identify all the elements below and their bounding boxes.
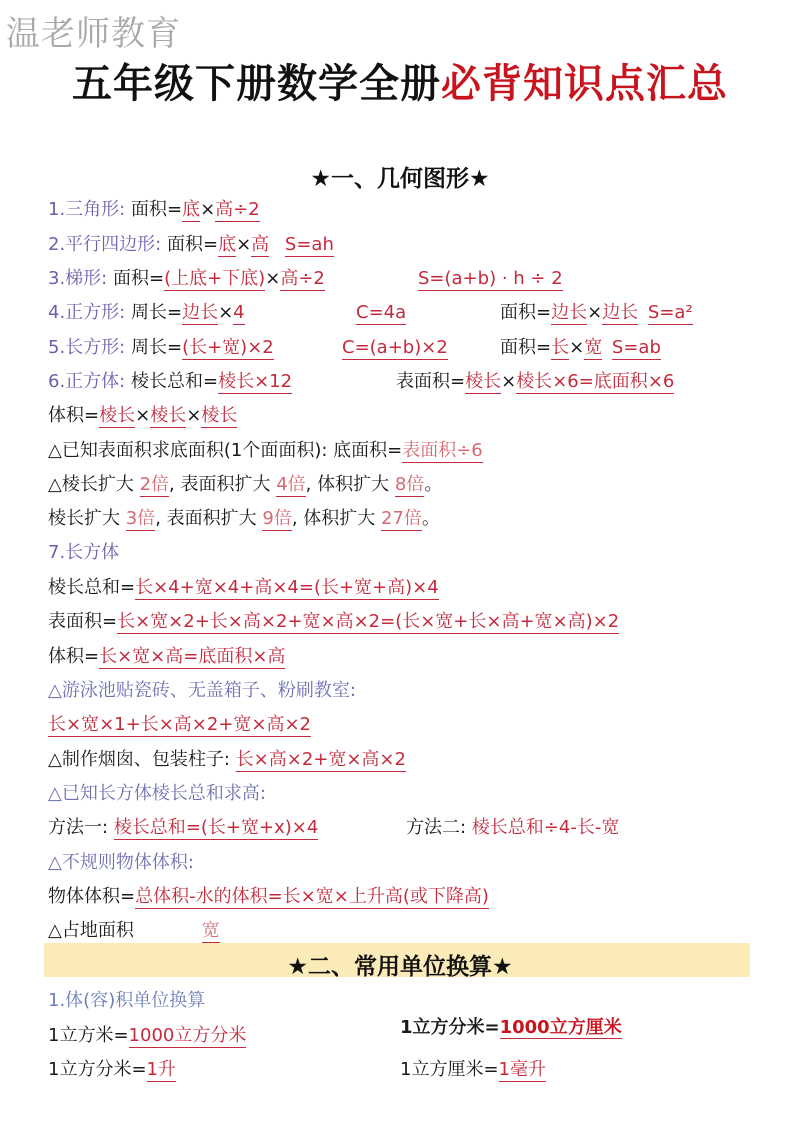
line-land-area: [48, 917, 220, 945]
label: 方法二:: [406, 817, 467, 838]
answer: 棱长: [218, 371, 255, 392]
answer: 9倍: [262, 508, 292, 529]
operator: ×: [186, 405, 202, 426]
label: 表面积=: [48, 611, 118, 632]
label: 1立方分米=: [48, 1059, 147, 1080]
label: 1立方分米=: [400, 1017, 500, 1038]
formula-trapezoid: [418, 265, 563, 293]
answer: ÷2: [298, 268, 325, 289]
item-number: 2.平行四边形:: [48, 234, 162, 255]
text: 。: [424, 474, 443, 495]
formula: C=(a+b)×2: [342, 337, 448, 358]
text: , 表面积扩大: [169, 474, 271, 495]
answer: 1毫升: [498, 1059, 546, 1080]
line-cuboid-heading: [48, 539, 119, 567]
line-method-2: [406, 814, 619, 842]
line-cuboid-volume: [48, 643, 285, 671]
label: 体积=: [48, 405, 100, 426]
answer: 棱长: [465, 371, 502, 392]
label: 棱长总和=: [48, 577, 136, 598]
label: 周长=: [130, 302, 183, 323]
label: △制作烟囱、包装柱子:: [48, 749, 230, 770]
note: △不规则物体体积:: [48, 852, 194, 873]
line-parallelogram: [48, 231, 334, 259]
line-chimney: [48, 746, 406, 774]
line-rectangle: [48, 334, 274, 362]
page-title: [0, 52, 800, 109]
operator: ×: [218, 302, 234, 323]
answer: 1000立方厘米: [499, 1017, 622, 1038]
answer: 1000立方分米: [128, 1025, 247, 1046]
label: 1立方厘米=: [400, 1059, 499, 1080]
title-red: 必背知识点汇总: [441, 61, 728, 107]
line-open-box-formula: [48, 711, 311, 739]
answer: 底: [218, 234, 237, 255]
answer: 总体积-水的体积=长×宽×上升高(或下降高): [135, 886, 489, 907]
line-cuboid-surface: [48, 608, 619, 636]
formula: S=ah: [284, 234, 334, 255]
answer: 表面积: [402, 440, 457, 461]
answer: 棱长: [150, 405, 187, 426]
line-cube-volume: [48, 402, 237, 430]
text: △棱长扩大: [48, 474, 134, 495]
line-scale-2: [48, 471, 442, 499]
operator: ×: [587, 302, 603, 323]
operator: ×: [501, 371, 517, 392]
answer: 长×宽×1+长×高×2+宽×高×2: [48, 714, 312, 735]
formula: C=4a: [356, 302, 407, 323]
answer: 长×宽×高=底面积×高: [99, 646, 286, 667]
label: △占地面积: [48, 920, 134, 941]
rectangle-area: [500, 334, 661, 362]
answer: 高: [280, 268, 299, 289]
line-base-area: [48, 437, 483, 465]
answer: (长+宽): [182, 337, 248, 358]
answer: 长×宽×2+长×高×2+宽×高×2=(长×宽+长×高+宽×高)×2: [117, 611, 620, 632]
note: △已知长方体棱长总和求高:: [48, 783, 266, 804]
operator: ×: [200, 199, 216, 220]
answer: 边长: [182, 302, 219, 323]
answer: ×12: [254, 371, 293, 392]
answer: 宽: [201, 920, 220, 941]
answer: 高: [215, 199, 234, 220]
title-black: 五年级下册数学全册: [72, 61, 441, 107]
line-cube: [48, 368, 292, 396]
line-units-2: [400, 1014, 622, 1042]
text: 。: [421, 508, 440, 529]
answer: 长: [551, 337, 570, 358]
cube-surface-area: [396, 368, 674, 396]
item-number: 1.体(容)积单位换算: [48, 990, 206, 1011]
operator: ×: [135, 405, 151, 426]
formula-square-perimeter: [356, 299, 406, 327]
line-square: [48, 299, 245, 327]
line-units-4: [400, 1056, 546, 1084]
answer: ×6=底面积: [552, 371, 648, 392]
answer: 8倍: [394, 474, 425, 495]
watermark: 温老师教育: [6, 14, 181, 54]
label: 面积=: [130, 199, 183, 220]
section-heading-geometry: ★一、几何图形★: [310, 166, 490, 192]
line-irregular-note: [48, 849, 194, 877]
answer: 棱长总和÷4-长-宽: [471, 817, 620, 838]
answer: 1升: [146, 1059, 176, 1080]
answer: 4倍: [276, 474, 306, 495]
label: 面积=: [500, 302, 552, 323]
line-method-1: [48, 814, 318, 842]
label: 面积=: [166, 234, 219, 255]
item-number: 1.三角形:: [48, 199, 126, 220]
answer: 棱长: [99, 405, 136, 426]
text: 棱长扩大: [48, 508, 120, 529]
section-heading-units: ★二、常用单位换算★: [287, 954, 513, 980]
answer: 宽: [584, 337, 603, 358]
answer: 27倍: [381, 508, 422, 529]
operator: ×: [236, 234, 252, 255]
answer: ÷2: [233, 199, 260, 220]
label: 体积=: [48, 646, 100, 667]
label: 棱长总和=: [130, 371, 219, 392]
formula: S=(a+b) · h ÷ 2: [418, 268, 563, 289]
formula: S=ab: [611, 337, 661, 358]
answer: 3倍: [125, 508, 156, 529]
label: 1立方米=: [48, 1025, 129, 1046]
label: △已知表面积求底面积(1个面面积): 底面积=: [48, 440, 403, 461]
answer: 长×高×2+宽×高×2: [235, 749, 406, 770]
line-triangle: [48, 196, 260, 224]
formula: S=a²: [647, 302, 693, 323]
label: 物体体积=: [48, 886, 136, 907]
answer: 底: [182, 199, 201, 220]
line-units-3: [48, 1056, 176, 1084]
answer: ÷6: [456, 440, 483, 461]
label: 面积=: [112, 268, 165, 289]
answer: 边长: [602, 302, 639, 323]
item-number: 5.长方形:: [48, 337, 126, 358]
answer: ×2: [247, 337, 274, 358]
label: 面积=: [500, 337, 552, 358]
text: , 表面积扩大: [155, 508, 257, 529]
line-scale-3: [48, 505, 440, 533]
operator: ×: [569, 337, 585, 358]
item-number: 7.长方体: [48, 542, 120, 563]
line-units-heading: [48, 987, 205, 1015]
operator: ×: [265, 268, 281, 289]
note: △游泳池贴瓷砖、无盖箱子、粉刷教室:: [48, 680, 356, 701]
answer: 边长: [551, 302, 588, 323]
label: 表面积=: [396, 371, 466, 392]
label: 方法一:: [48, 817, 109, 838]
answer: 2倍: [139, 474, 170, 495]
label: 周长=: [130, 337, 183, 358]
answer: 高: [251, 234, 270, 255]
line-units-1: [48, 1022, 246, 1050]
answer: ×6: [647, 371, 675, 392]
square-area: [500, 299, 693, 327]
answer: (上底+下底): [164, 268, 266, 289]
formula-rectangle-perimeter: [342, 334, 448, 362]
text: , 体积扩大: [305, 474, 390, 495]
item-number: 3.梯形:: [48, 268, 108, 289]
line-open-box: [48, 677, 356, 705]
answer: 长×4+宽×4+高×4=(长+宽+高)×4: [135, 577, 439, 598]
answer: 棱长: [516, 371, 553, 392]
line-irregular-volume: [48, 883, 489, 911]
answer: 4: [233, 302, 245, 323]
line-trapezoid: [48, 265, 325, 293]
item-number: 6.正方体:: [48, 371, 126, 392]
answer: 棱长总和=(长+宽+x)×4: [113, 817, 319, 838]
answer: 棱长: [201, 405, 238, 426]
line-cuboid-edges: [48, 574, 439, 602]
item-number: 4.正方形:: [48, 302, 126, 323]
text: , 体积扩大: [291, 508, 376, 529]
line-height-note: [48, 780, 266, 808]
